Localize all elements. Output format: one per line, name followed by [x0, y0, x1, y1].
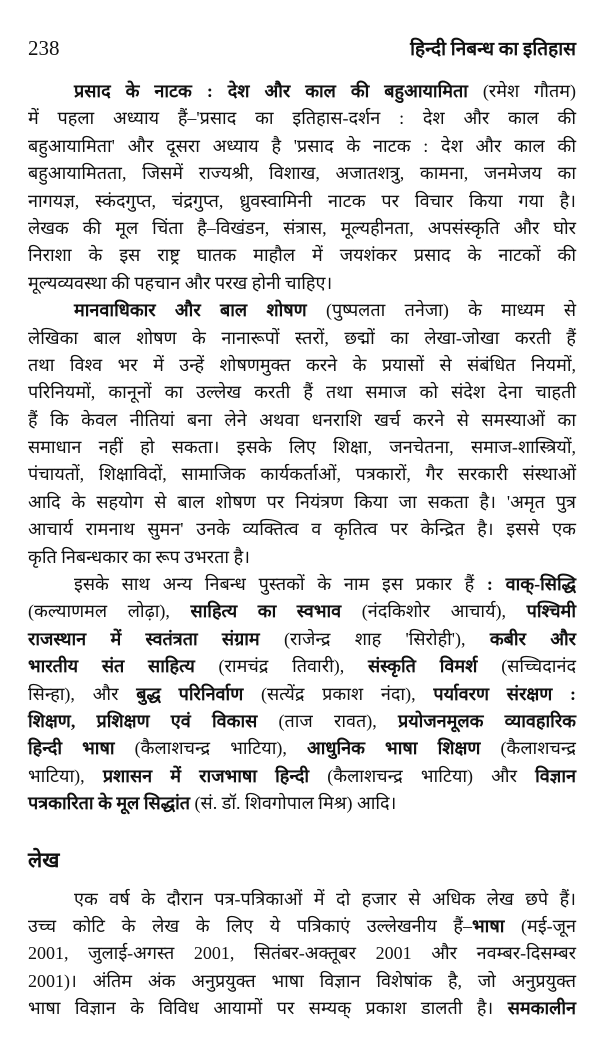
paragraph [28, 297, 576, 571]
text-line [28, 352, 576, 379]
bold-title-text: भाषा [472, 915, 505, 936]
bold-title-text: शिक्षण, प्रशिक्षण एवं विकास [28, 710, 258, 731]
body-text: (नंदकिशोर आचार्य), [341, 601, 527, 622]
body-text: परिनियमों, कानूनों का उल्लेख करती हैं तथा समाज को संदेश देना चाहती [28, 382, 576, 403]
body-text: मूल्यव्यवस्था की पहचान और परख होनी चाहिए। [28, 272, 333, 293]
bold-title-text: साहित्य का स्वभाव [190, 601, 342, 622]
bold-title-text: विज्ञान [535, 765, 576, 786]
text-line [28, 598, 576, 625]
body-text: (कल्याणमल लोढ़ा), [28, 601, 191, 622]
body-text: हैं कि केवल नीतियां बना लेने अथवा धनराशि खर्च करने से समस्याओं का [28, 409, 576, 430]
text-line [28, 968, 576, 995]
section-heading: लेख [28, 847, 60, 872]
text-line [28, 379, 576, 406]
body-text: बहुआयामिता' और दूसरा अध्याय है 'प्रसाद के नाटक : देश और काल की [28, 135, 576, 156]
body-text: भाषा विज्ञान के विविध आयामों पर सम्यक् प्रकाश डालती है। [28, 998, 508, 1019]
body-text: तथा विश्व भर में उन्हें शोषणमुक्त करने के प्रयासों से संबंधित नियमों, [28, 354, 576, 375]
bold-title-text: मानवाधिकार और बाल शोषण [74, 300, 307, 321]
body-text: आदि के सहयोग से बाल शोषण पर नियंत्रण किया जा सकता है। 'अमृत पुत्र [28, 491, 576, 512]
text-line [28, 160, 576, 187]
body-text: भाटिया), [28, 765, 103, 786]
body-text: सिन्हा), और [28, 683, 137, 704]
bold-title-text: बुद्ध परिनिर्वाण [136, 683, 244, 704]
bold-title-text: आधुनिक भाषा शिक्षण [307, 738, 481, 759]
paragraph [28, 886, 576, 1023]
body-text: एक वर्ष के दौरान पत्र-पत्रिकाओं में दो हजार से अधिक लेख छपे हैं। [74, 888, 576, 909]
body-text: नागयज्ञ, स्कंदगुप्त, चंद्रगुप्त, ध्रुवस्वामिनी नाटक पर विचार किया गया है। [28, 190, 576, 211]
body-text: (कैलाशचन्द्र भाटिया) और [309, 765, 536, 786]
body-text: कृति निबन्धकार का रूप उभरता है। [28, 546, 250, 567]
text-line [28, 270, 576, 297]
text-line [28, 297, 576, 324]
paragraph [28, 78, 576, 297]
bold-title-text: पत्रकारिता के मूल सिद्धांत [28, 793, 191, 814]
bold-title-text: पर्यावरण संरक्षण : [433, 683, 577, 704]
body-text: (पुष्पलता तनेजा) के माध्यम से [306, 300, 577, 321]
text-line [28, 940, 576, 967]
body-text: आचार्य रामनाथ सुमन' उनके व्यक्तित्व व कृतित्व पर केन्द्रित है। इससे एक [28, 519, 576, 540]
body-text: (ताज रावत), [257, 710, 398, 731]
page-body [28, 78, 576, 1023]
text-line [28, 626, 576, 653]
body-text: (राजेन्द्र शाह 'सिरोही'), [259, 628, 490, 649]
body-text: (मई-जून [504, 915, 576, 936]
body-text: (सत्येंद्र प्रकाश नंदा), [243, 683, 434, 704]
text-line [28, 325, 576, 352]
body-text: (कैलाशचन्द्र [480, 738, 576, 759]
bold-title-text: प्रयोजनमूलक व्यावहारिक [397, 710, 577, 731]
text-line [28, 188, 576, 215]
text-line [28, 489, 576, 516]
text-line [28, 790, 576, 817]
text-line [28, 681, 576, 708]
bold-title-text: भारतीय संत साहित्य [28, 656, 195, 677]
body-text: इसके साथ अन्य निबन्ध पुस्तकों के नाम इस प्रकार हैं [74, 574, 487, 595]
body-text: 2001, जुलाई-अगस्त 2001, सितंबर-अक्तूबर 2001 और नवम्बर-दिसम्बर [28, 943, 576, 964]
text-line [28, 544, 576, 571]
text-line [28, 105, 576, 132]
text-line [28, 995, 576, 1022]
bold-title-text: समकालीन [507, 998, 576, 1019]
text-line [28, 886, 576, 913]
text-line [28, 571, 576, 598]
body-text: पंचायतों, शिक्षाविदों, सामाजिक कार्यकर्ताओं, पत्रकारों, गैर सरकारी संस्थाओं [28, 464, 576, 485]
body-text: (सच्चिदानंद [477, 656, 577, 677]
body-text: (कैलाशचन्द्र भाटिया), [114, 738, 307, 759]
body-text: समाधान नहीं हो सकता। इसके लिए शिक्षा, जनचेतना, समाज-शास्त्रियों, [28, 437, 576, 458]
bold-title-text: राजस्थान में स्वतंत्रता संग्राम [28, 628, 260, 649]
text-line [28, 516, 576, 543]
text-line [28, 407, 576, 434]
body-text: लेखिका बाल शोषण के नानारूपों स्तरों, छद्मों का लेखा-जोखा करती हैं [28, 327, 576, 348]
text-line [28, 434, 576, 461]
bold-title-text: संस्कृति विमर्श [368, 656, 478, 677]
page-header [28, 34, 576, 62]
text-line [28, 133, 576, 160]
body-text: (सं. डॉ. शिवगोपाल मिश्र) आदि। [190, 793, 397, 814]
body-text: में पहला अध्याय हैं–'प्रसाद का इतिहास-दर्शन : देश और काल की [28, 108, 576, 129]
body-text: (रमेश गौतम) [467, 81, 576, 101]
text-line [28, 242, 576, 269]
text-line [28, 708, 576, 735]
body-text: बहुआयामितता, जिसमें राज्यश्री, विशाख, अजातशत्रु, कामना, जनमेजय का [28, 163, 576, 184]
text-line [28, 763, 576, 790]
body-text: उच्च कोटि के लेख के लिए ये पत्रिकाएं उल्लेखनीय हैं– [28, 915, 472, 936]
running-title: हिन्दी निबन्ध का इतिहास [410, 39, 576, 60]
bold-title-text: प्रसाद के नाटक : देश और काल की बहुआयामिता [74, 81, 468, 101]
bold-title-text: कबीर और [489, 628, 576, 649]
bold-title-text: प्रशासन में राजभाषा हिन्दी [102, 765, 310, 786]
text-line [28, 735, 576, 762]
body-text: निराशा के इस राष्ट्र घातक माहौल में जयशंकर प्रसाद के नाटकों की [28, 245, 576, 266]
body-text: लेखक की मूल चिंता है–विखंडन, संत्रास, मूल्यहीनता, अपसंस्कृति और घोर [28, 217, 576, 238]
bold-title-text: : वाक्-सिद्धि [486, 574, 577, 595]
paragraph [28, 571, 576, 818]
bold-title-text: पश्चिमी [526, 601, 576, 622]
page-number: 238 [28, 35, 60, 60]
bold-title-text: हिन्दी भाषा [28, 738, 115, 759]
text-line [28, 215, 576, 242]
text-line [28, 913, 576, 940]
body-text: (रामचंद्र तिवारी), [194, 656, 369, 677]
text-line [28, 461, 576, 488]
text-line [28, 653, 576, 680]
body-text: 2001)। अंतिम अंक अनुप्रयुक्त भाषा विज्ञान विशेषांक है, जो अनुप्रयुक्त [28, 970, 576, 991]
text-line [28, 78, 576, 105]
